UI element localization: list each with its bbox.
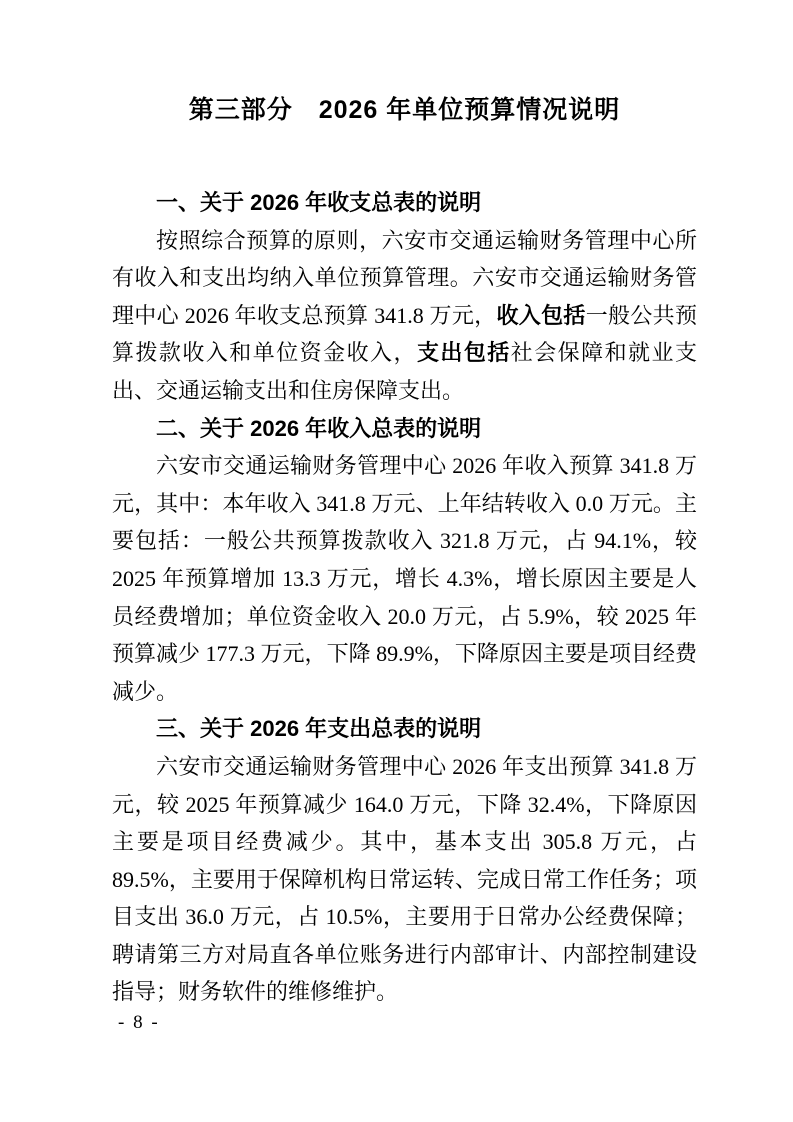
text-run: 六安市交通运输财务管理中心 2026 年收入预算 341.8 万元，其中：本年收入 341.8 万元、上年结转收入 0.0 万元。主要包括：一般公共预算拨款收入 321.8 万元，占 94.1%，较 2025 年预算增加 13.3 万元，增长 4.3%，增长原因主要是人员经费增加；单位资金收入 20.0 万元，占 5.9%，较 2025 年预算减少 177.3 万元，下降 89.9%，下降原因主要是项目经费减少。 [112,453,697,704]
text-run: 六安市交通运输财务管理中心 2026 年支出预算 341.8 万元，较 2025 年预算减少 164.0 万元，下降 32.4%，下降原因主要是项目经费减少。其中，基本支出 305.8 万元，占 89.5%，主要用于保障机构日常运转、完成日常工作任务；项目支出 36.0 万元，占 10.5%，主要用于日常办公经费保障；聘请第三方对局直各单位账务进行内部审计、内部控制建设指导；财务软件的维修维护。 [112,753,697,1005]
paragraph-income-expense-summary [112,222,697,410]
text-run-bold-expense-includes: 支出包括 [416,340,511,366]
section-budget-overview [112,184,697,410]
text-run: 社会保障和就业支出、交通运输支出和住房保障支出。 [112,340,697,403]
page-title: 第三部分 2026 年单位预算情况说明 [188,96,621,124]
section-heading-income-summary: 二、关于 2026 年收入总表的说明 [156,415,482,441]
section-heading-income-expense-summary: 一、关于 2026 年收支总表的说明 [156,190,482,215]
page-number: - 8 - [118,1012,160,1033]
text-run: 一般公共预算拨款收入和单位资金收入， [112,302,697,366]
text-run: 按照综合预算的原则，六安市交通运输财务管理中心所有收入和支出均纳入单位预算管理。六安市交通运输财务管理中心 2026 年收支总预算 341.8 万元， [112,227,697,328]
paragraph-expense-summary [112,748,697,1011]
section-heading-expense-summary: 三、关于 2026 年支出总表的说明 [156,716,482,742]
section-income-summary [112,410,697,711]
text-run-bold-income-includes: 收入包括 [496,302,586,328]
paragraph-income-summary [112,447,697,710]
section-expense-summary [112,710,697,1011]
